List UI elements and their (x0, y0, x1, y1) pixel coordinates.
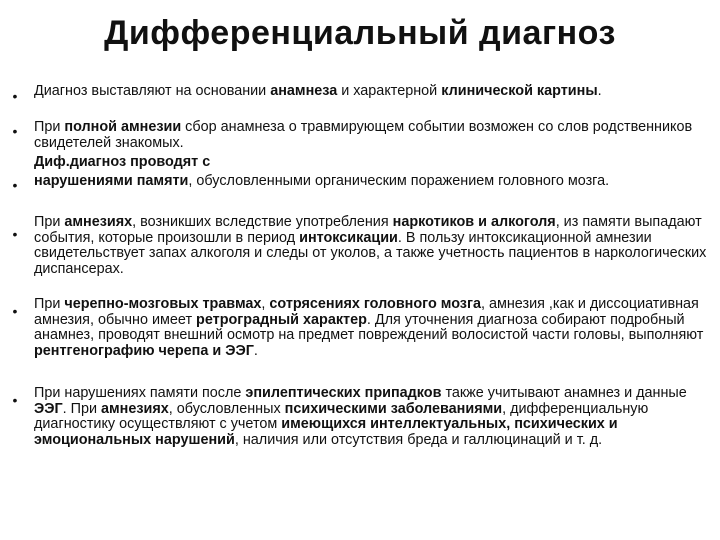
emphasized-text: наркотиков и алкоголя (392, 214, 556, 230)
emphasized-text: эпилептических припадков (245, 385, 442, 401)
text-run: , (261, 296, 270, 312)
text-run: . Для уточнения диагноза собирают подробный анамнез, проводят внешний осмотр на предмет повреждений волосистой части головы, выполняют (34, 311, 704, 344)
emphasized-text: имеющихся интеллектуальных, психических и эмоциональных нарушений (34, 416, 618, 448)
text-run: , возникших вследствие употребления (132, 214, 393, 230)
emphasized-text: черепно-мозговых травмах (64, 296, 262, 312)
text-run: . (597, 83, 602, 99)
paragraph-substance-amnesia (34, 215, 712, 277)
paragraph-head-trauma (34, 297, 712, 359)
text-run: , наличия или отсутствия бреда и галлюцинаций и т. д. (234, 431, 603, 448)
bullet-marker: • (12, 392, 18, 408)
emphasized-text: психическими заболеваниями (284, 400, 503, 417)
bullet-marker: • (12, 177, 18, 193)
text-run: Диагноз выставляют на основании (34, 83, 271, 99)
text-run: , обусловленных (168, 400, 285, 417)
text-run: При (34, 296, 65, 312)
bullet-marker: • (12, 303, 18, 319)
text-run: , обусловленными органическим поражением головного мозга. (188, 173, 610, 189)
paragraph-diff-diagnosis-heading (34, 155, 712, 171)
text-run: . В пользу интоксикационной амнезии свидетельствует запах алкоголя и следы от уколов, а также учетность пациентов в наркологических диспансерах. (34, 229, 707, 277)
text-run: сбор анамнеза о травмирующем событии возможен со слов родственников свидетелей знакомых. (34, 119, 693, 151)
emphasized-text: анамнеза (270, 83, 338, 99)
paragraph-memory-disorders (34, 174, 712, 190)
emphasized-text: интоксикации (299, 229, 398, 246)
text-run: также учитывают анамнез и данные (441, 385, 687, 401)
emphasized-text: ретроградный характер (196, 311, 367, 328)
bullet-marker: • (12, 226, 18, 242)
text-run: , дифференциальную диагностику осуществляют с учетом (34, 400, 649, 433)
emphasized-text: Диф.диагноз проводят с (34, 154, 211, 170)
text-run: . (253, 342, 258, 359)
text-run: . При (62, 400, 102, 417)
emphasized-text: амнезиях (101, 400, 169, 417)
text-run: При (34, 119, 65, 135)
text-run: , амнезия ,как и диссоциативная амнезия, обычно имеет (34, 296, 699, 328)
paragraph-full-amnesia (34, 120, 712, 151)
bullet-marker: • (12, 88, 18, 104)
emphasized-text: нарушениями памяти (34, 173, 189, 189)
emphasized-text: сотрясениях головного мозга (269, 296, 481, 312)
emphasized-text: рентгенографию черепа и ЭЭГ (34, 342, 254, 359)
paragraph-epilepsy-psychiatric (34, 386, 712, 448)
text-run: При нарушениях памяти после (34, 385, 246, 401)
slide-title: Дифференциальный диагноз (104, 14, 616, 52)
bullet-marker: • (12, 123, 18, 139)
paragraph-diagnosis-basis (34, 84, 712, 100)
emphasized-text: ЭЭГ (34, 400, 63, 417)
text-run: , из памяти выпадают события, которые произошли в период (34, 214, 702, 246)
emphasized-text: клинической картины (441, 83, 598, 99)
emphasized-text: амнезиях (64, 214, 133, 230)
emphasized-text: полной амнезии (64, 119, 182, 135)
text-run: При (34, 214, 65, 230)
text-run: и характерной (337, 83, 442, 99)
